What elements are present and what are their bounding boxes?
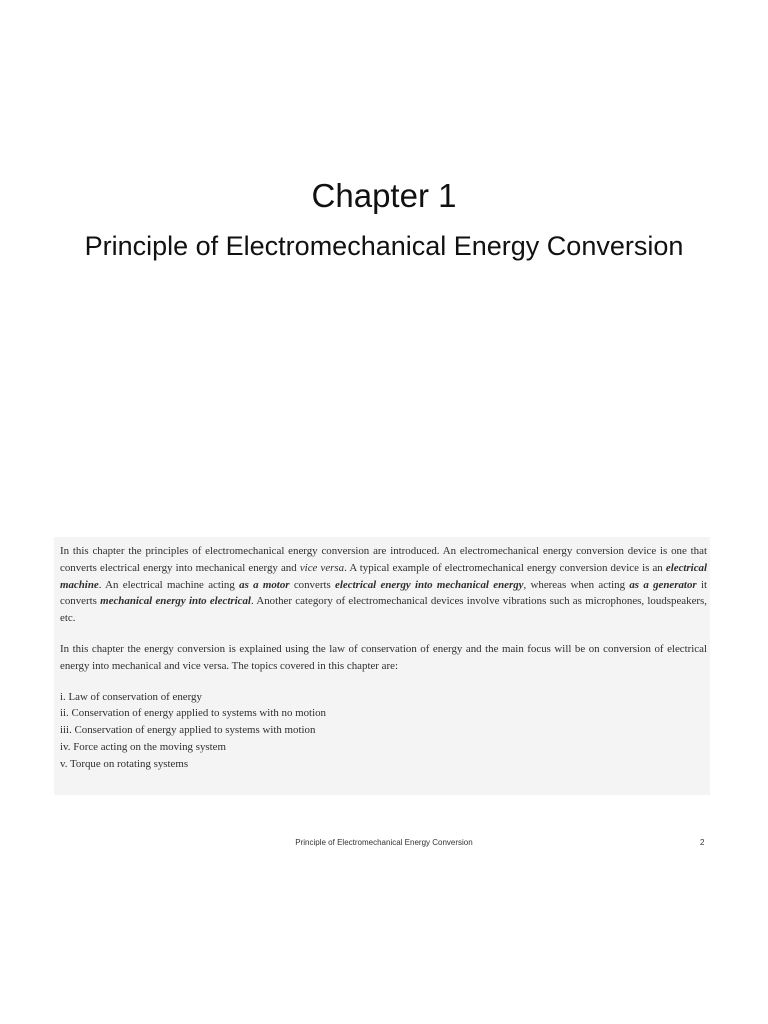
intro-paragraph-1 (60, 543, 707, 627)
intro-paragraph-2: In this chapter the energy conversion is explained using the law of conservation of energy and the main focus will be on conversion of electrical energy into mechanical and vice versa. The topics covered in this chapter are: (60, 642, 707, 672)
intro-emphasis: electrical energy into mechanical energy (335, 578, 524, 591)
chapter-title: Chapter 1 (311, 177, 457, 214)
topic-item: iv. Force acting on the moving system (60, 741, 226, 754)
page-number: 2 (700, 838, 705, 847)
topic-item: ii. Conservation of energy applied to systems with no motion (60, 707, 326, 720)
intro-text: . Another category of electromechanical devices involve vibrations such as microphones, loudspeakers, etc. (60, 595, 707, 625)
topic-item: i. Law of conservation of energy (60, 690, 202, 703)
intro-emphasis: as a motor (239, 578, 290, 591)
intro-emphasis: electrical machine (60, 561, 707, 591)
intro-text: In this chapter the principles of electromechanical energy conversion are introduced. An electromechanical energy conversion device is one that converts electrical energy into mechanical energy and (60, 545, 707, 574)
intro-panel (54, 537, 710, 795)
intro-text: it converts (60, 578, 708, 608)
intro-text: , whereas when acting (523, 578, 630, 591)
intro-text: converts (289, 578, 336, 591)
topic-list (60, 689, 707, 774)
intro-emphasis: vice versa (299, 561, 345, 574)
intro-emphasis: mechanical energy into electrical (100, 595, 251, 608)
chapter-subtitle: Principle of Electromechanical Energy Conversion (84, 231, 684, 261)
intro-emphasis: as a generator (629, 578, 697, 591)
topic-item: v. Torque on rotating systems (60, 758, 189, 771)
intro-text: . A typical example of electromechanical energy conversion device is an (344, 561, 666, 574)
topic-item: iii. Conservation of energy applied to systems with motion (60, 724, 316, 737)
footer-text: Principle of Electromechanical Energy Conversion (295, 838, 473, 847)
intro-text: . An electrical machine acting (98, 578, 240, 591)
